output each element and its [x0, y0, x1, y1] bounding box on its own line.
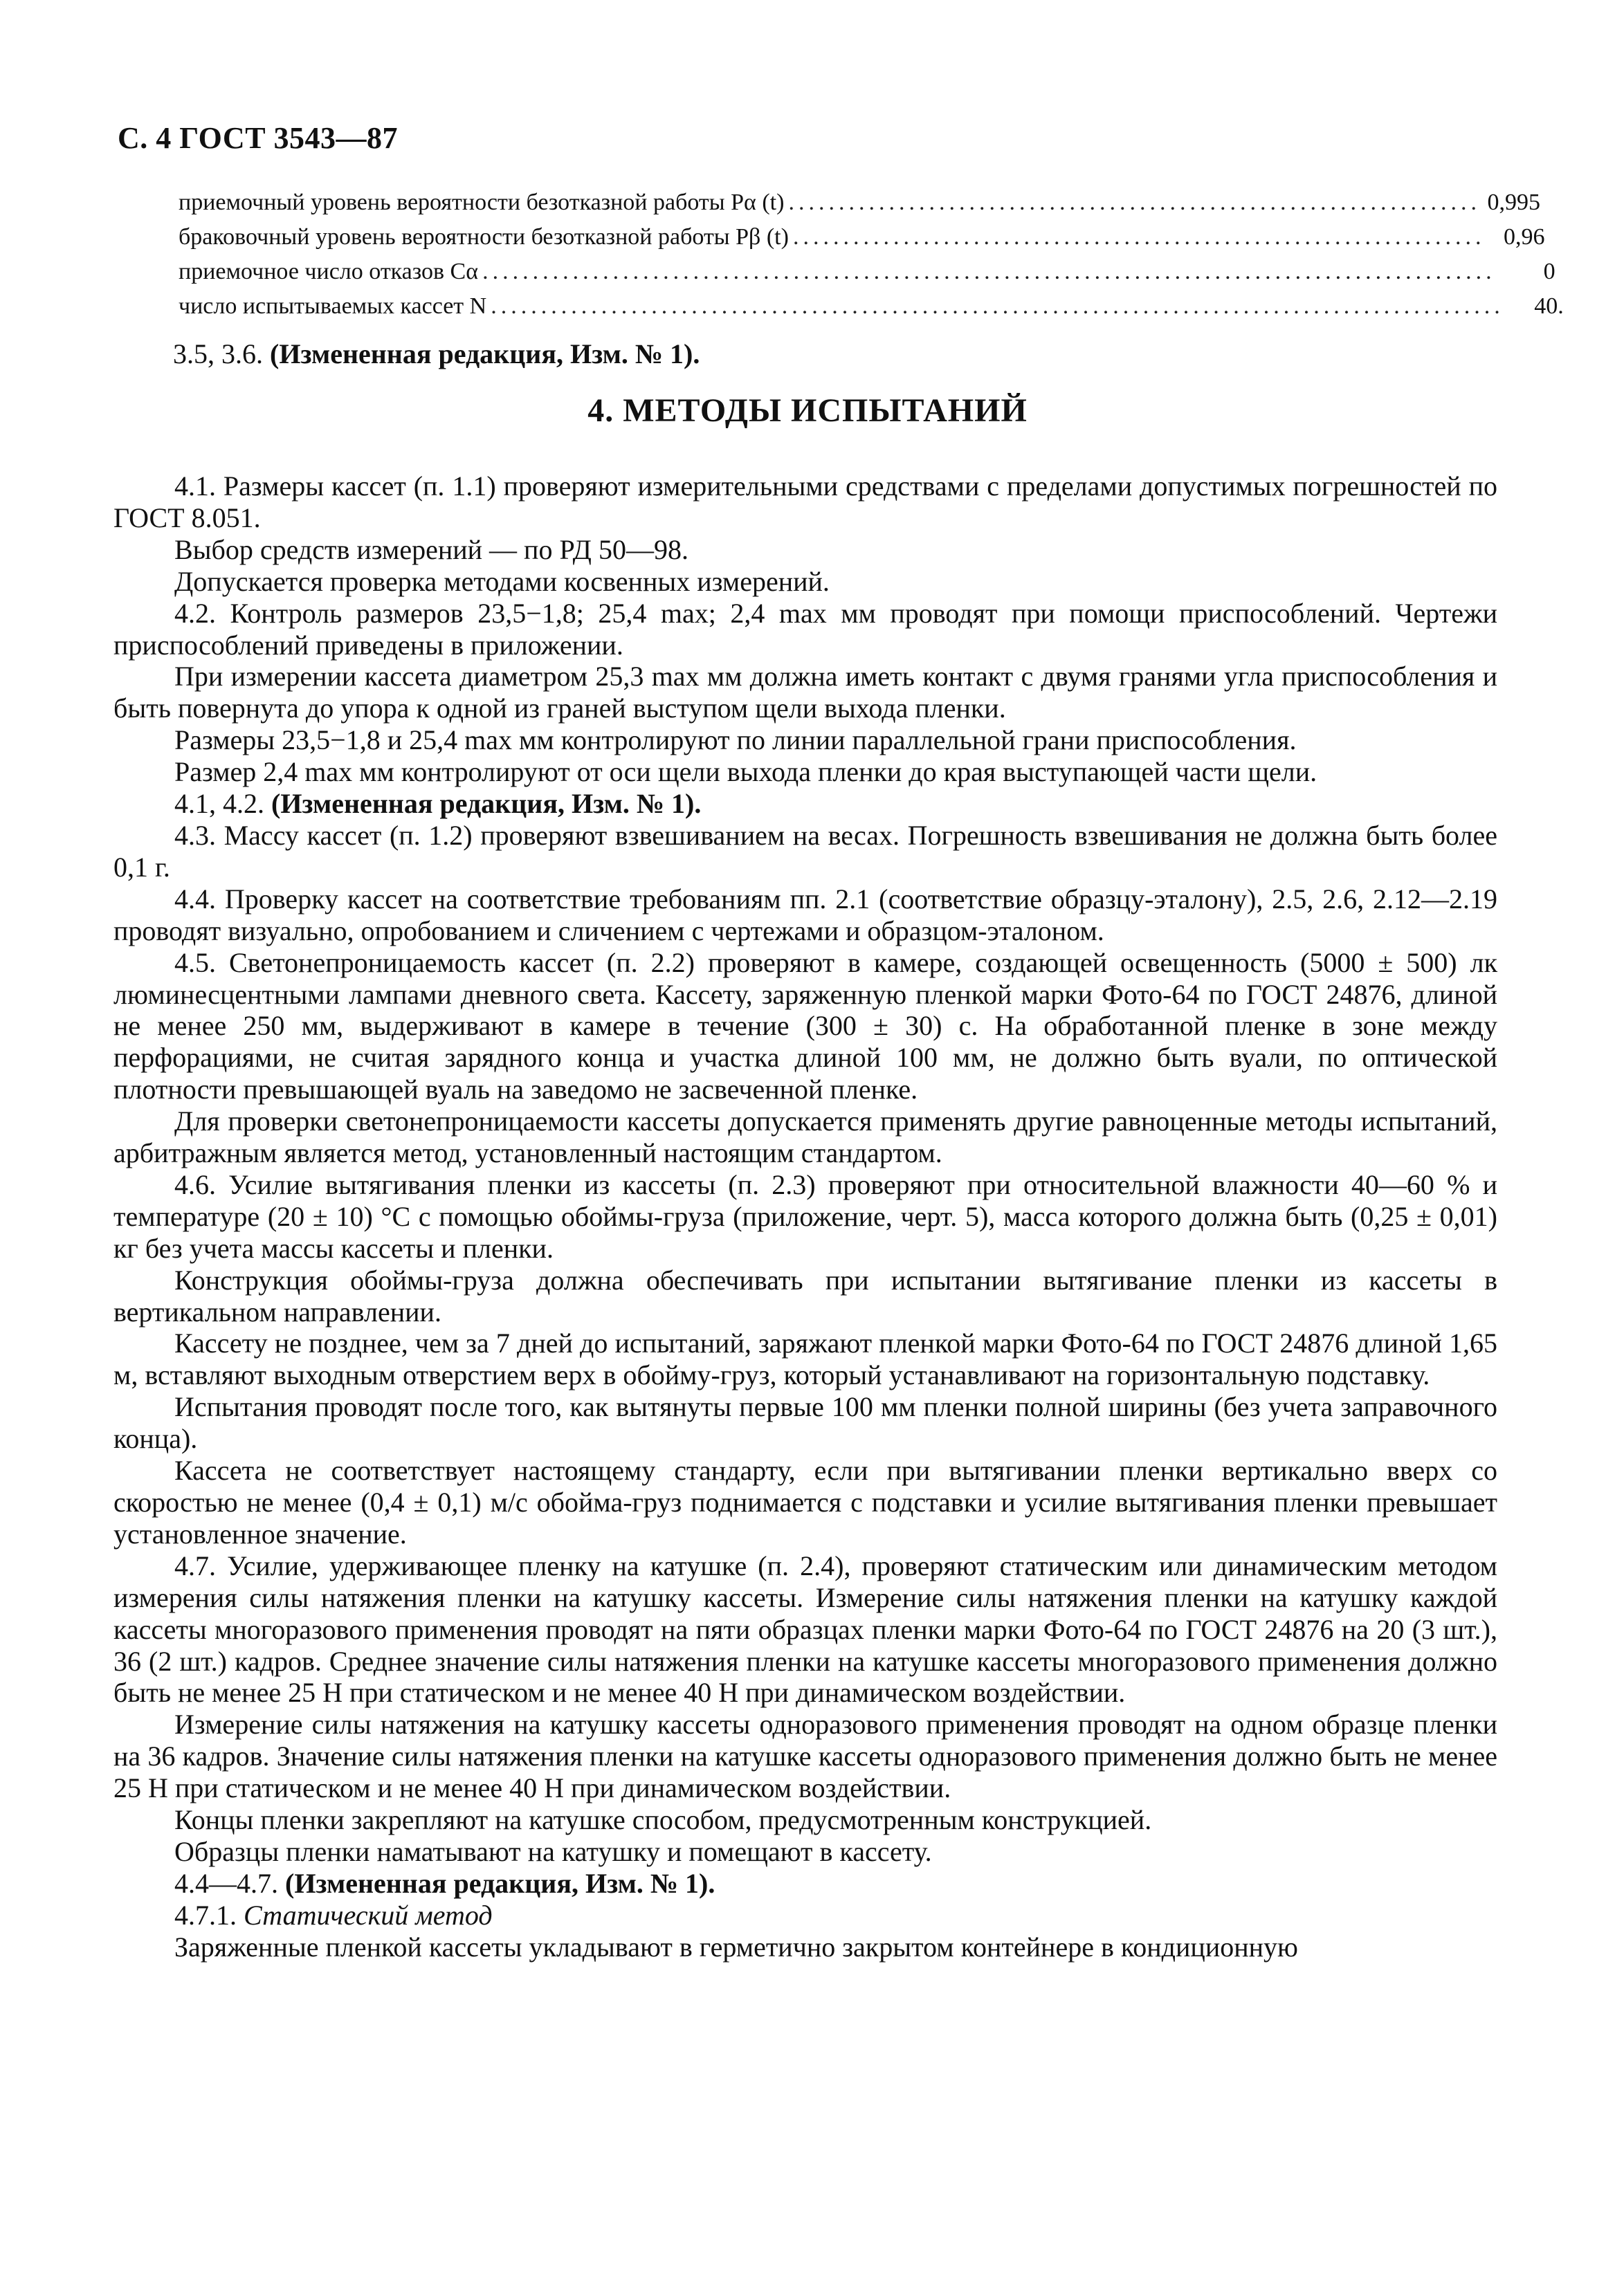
amendment-note	[113, 1868, 1497, 1900]
spec-label: число испытываемых кассет N	[179, 293, 487, 319]
paragraph: Образцы пленки наматывают на катушку и помещают в кассету.	[174, 1835, 932, 1867]
spec-row	[179, 190, 1540, 224]
paragraph: Допускается проверка методами косвенных измерений.	[174, 565, 830, 597]
paragraph: Размеры 23,5−1,8 и 25,4 max мм контролируют по линии параллельной грани приспособления.	[174, 724, 1297, 756]
section-title: 4. МЕТОДЫ ИСПЫТАНИЙ	[587, 392, 1028, 429]
amendment-note	[113, 788, 1497, 820]
paragraph: 4.2. Контроль размеров 23,5−1,8; 25,4 max; 2,4 max мм проводят при помощи приспособлений. Чертежи приспособлений приведены в приложении.	[113, 597, 1497, 661]
paragraph: 4.1. Размеры кассет (п. 1.1) проверяют измерительными средствами с пределами допустимых погрешностей по ГОСТ 8.051.	[113, 470, 1497, 533]
leader-dots: .....................................................................	[788, 190, 1481, 215]
spec-label: браковочный уровень вероятности безотказной работы Pβ (t)	[179, 224, 789, 250]
note-text: (Измененная редакция, Изм. № 1).	[271, 788, 702, 820]
paragraph: Для проверки светонепроницаемости кассеты допускается применять другие равноценные методы испытаний, арбитражным является метод, установленный настоящим стандартом.	[113, 1105, 1497, 1169]
amendment-note	[173, 338, 700, 370]
paragraph: Конструкция обоймы-груза должна обеспечивать при испытании вытягивание пленки из кассеты в вертикальном направлении.	[113, 1264, 1497, 1328]
page-header: С. 4 ГОСТ 3543—87	[118, 121, 399, 155]
spec-row	[179, 224, 1545, 259]
paragraph: Концы пленки закрепляют на катушке способом, предусмотренным конструкцией.	[174, 1804, 1152, 1836]
paragraph: Заряженные пленкой кассеты укладывают в герметично закрытом контейнере в кондиционную	[174, 1931, 1298, 1963]
paragraph: Выбор средств измерений — по РД 50—98.	[174, 533, 688, 565]
paragraph: Размер 2,4 max мм контролируют от оси щели выхода пленки до края выступающей части щели.	[174, 756, 1317, 788]
leader-dots: .....................................................................	[792, 224, 1486, 250]
spec-value: 0,96	[1503, 224, 1545, 250]
note-text: (Измененная редакция, Изм. № 1).	[270, 338, 700, 369]
spec-value: 0,995	[1487, 190, 1540, 215]
subsection-number: 4.7.1.	[174, 1899, 237, 1931]
paragraph: 4.6. Усилие вытягивания пленки из кассеты (п. 2.3) проверяют при относительной влажности 40—60 % и температуре (20 ± 10) °С с помощью обоймы-груза (приложение, черт. 5), масса которого должна быть (0,25 ± 0,01) кг без учета массы кассеты и пленки.	[113, 1168, 1497, 1264]
paragraph: 4.4. Проверку кассет на соответствие требованиям пп. 2.1 (соответствие образцу-эталону), 2.5, 2.6, 2.12—2.19 проводят визуально, опробованием и сличением с чертежами и образцом-эталоном.	[113, 883, 1497, 946]
leader-dots: .....................................................................................................	[482, 259, 1496, 284]
paragraph: Кассету не позднее, чем за 7 дней до испытаний, заряжают пленкой марки Фото-64 по ГОСТ 24876 длиной 1,65 м, вставляют выходным отверстием верх в обойму-груз, который устанавливают на горизонтальную подставку.	[113, 1328, 1497, 1391]
paragraph: Измерение силы натяжения на катушку кассеты одноразового применения проводят на одном образце пленки на 36 кадров. Значение силы натяжения пленки на катушке кассеты одноразового применения должно быть не менее 25 Н при статическом и не менее 40 Н при динамическом воздействии.	[113, 1709, 1497, 1804]
body-text	[113, 470, 1497, 1963]
note-text: (Измененная редакция, Изм. № 1).	[285, 1867, 715, 1899]
leader-dots: .....................................................................................................	[491, 293, 1504, 319]
note-number: 4.4—4.7.	[174, 1867, 278, 1899]
note-number: 4.1, 4.2.	[174, 788, 264, 820]
spec-row	[179, 293, 1564, 328]
paragraph: 4.5. Светонепроницаемость кассет (п. 2.2) проверяют в камере, создающей освещенность (5000 ± 500) лк люминесцентными лампами дневного света. Кассету, заряженную пленкой марки Фото-64 по ГОСТ 24876, длиной не менее 250 мм, выдерживают в камере в течение (300 ± 30) с. На обработанной пленке в зоне между перфорациями, не считая зарядного конца и участка длиной 100 мм, не должно быть вуали, по оптической плотности превышающей вуаль на заведомо не засвеченной пленке.	[113, 946, 1497, 1105]
paragraph: Кассета не соответствует настоящему стандарту, если при вытягивании пленки вертикально вверх со скоростью не менее (0,4 ± 0,1) м/с обойма-груз поднимается с подставки и усилие вытягивания пленки превышает установленное значение.	[113, 1455, 1497, 1550]
paragraph: При измерении кассета диаметром 25,3 max мм должна иметь контакт с двумя гранями угла приспособления и быть повернута до упора к одной из граней выступом щели выхода пленки.	[113, 661, 1497, 724]
spec-label: приемочный уровень вероятности безотказной работы Pα (t)	[179, 190, 785, 215]
spec-value: 0	[1543, 259, 1555, 284]
paragraph: Испытания проводят после того, как вытянуты первые 100 мм пленки полной ширины (без учета заправочного конца).	[113, 1391, 1497, 1455]
spec-list	[179, 190, 1564, 328]
paragraph: 4.3. Массу кассет (п. 1.2) проверяют взвешиванием на весах. Погрешность взвешивания не должна быть более 0,1 г.	[113, 819, 1497, 883]
paragraph: 4.7. Усилие, удерживающее пленку на катушке (п. 2.4), проверяют статическим или динамическим методом измерения силы натяжения пленки на катушку кассеты. Измерение силы натяжения пленки на катушку каждой кассеты многоразового применения проводят на пяти образцах пленки марки Фото-64 по ГОСТ 24876 на 20 (3 шт.), 36 (2 шт.) кадров. Среднее значение силы натяжения пленки на катушке кассеты многоразового применения должно быть не менее 25 Н при статическом и не менее 40 Н при динамическом воздействии.	[113, 1550, 1497, 1709]
spec-row	[179, 259, 1555, 293]
subsection-title: Статический метод	[244, 1899, 493, 1931]
subsection-heading	[113, 1900, 1497, 1931]
note-number: 3.5, 3.6.	[173, 338, 263, 369]
spec-value: 40.	[1534, 293, 1564, 319]
spec-label: приемочное число отказов Cα	[179, 259, 479, 284]
